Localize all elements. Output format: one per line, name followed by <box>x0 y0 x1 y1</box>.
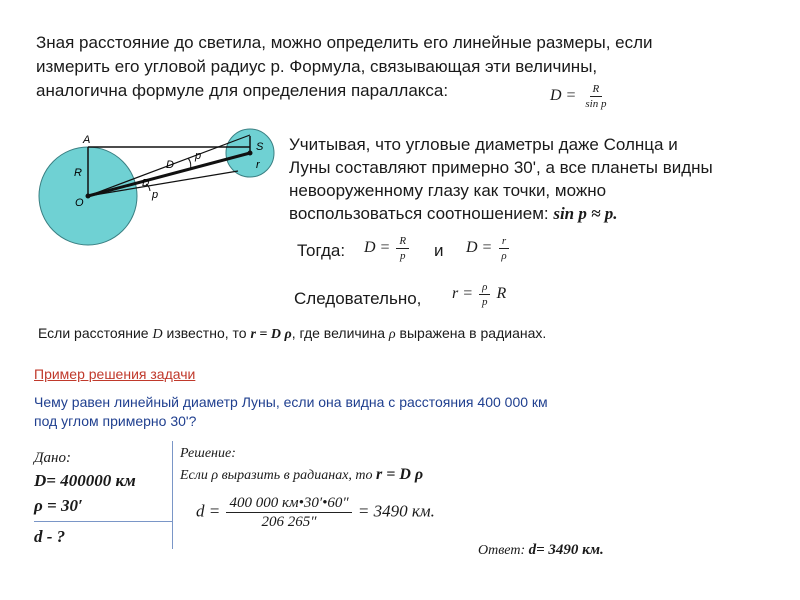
calc-result: = 3490 км. <box>357 501 435 521</box>
then-f2-num: r <box>499 234 509 249</box>
therefore-den: p <box>482 296 488 308</box>
solution-text-formula: r = D ρ <box>376 466 424 483</box>
explain-line-4-prefix: воспользоваться соотношением: <box>289 204 554 223</box>
solution-text <box>180 466 423 484</box>
example-question-line-2: под углом примерно 30'? <box>34 413 197 429</box>
point-S <box>248 151 253 156</box>
then-f1-den: p <box>399 250 406 262</box>
label-O: O <box>75 197 84 209</box>
given-D-value: D= 400000 км <box>34 471 136 490</box>
known-formula: r = D ρ <box>250 327 292 342</box>
answer-value: d= 3490 км. <box>528 542 604 558</box>
given-find: d - ? <box>34 527 66 546</box>
label-D-top: D <box>166 159 174 171</box>
calc-lhs: d = <box>196 501 221 521</box>
then-label: Тогда: <box>297 241 346 260</box>
parallax-diagram <box>38 126 280 248</box>
therefore-label: Следовательно, <box>294 289 422 308</box>
then-formula-2 <box>466 234 512 263</box>
then-f1-num: R <box>396 234 409 249</box>
example-title: Пример решения задачи <box>34 366 196 382</box>
formula-numerator: R <box>590 82 603 97</box>
known-D: D <box>152 327 163 342</box>
and-label: и <box>434 241 444 260</box>
label-p-top: p <box>195 150 202 162</box>
known-middle: известно, то <box>162 325 251 341</box>
intro-line-2: измерить его угловой радиус p. Формула, связывающая эти величины, <box>36 57 598 76</box>
therefore-formula <box>452 280 506 309</box>
label-p-bottom: p <box>152 189 159 201</box>
answer <box>478 542 604 559</box>
answer-prefix: Ответ: <box>478 543 529 558</box>
then-f2-lhs: D = <box>466 239 493 257</box>
solution-text-prefix: Если ρ выразить в радианах, то <box>180 468 377 483</box>
then-f2-den: ρ <box>501 250 507 262</box>
label-R: R <box>74 167 82 179</box>
sin-approx-formula: sin p ≈ p. <box>553 204 618 223</box>
explain-line-4 <box>289 203 617 224</box>
explain-line-1: Учитывая, что угловые диаметры даже Солнца и <box>289 135 678 154</box>
explain-line-2: Луны составляют примерно 30', а все планеты видны <box>289 158 713 177</box>
solution-calculation <box>196 494 435 531</box>
label-S: S <box>256 141 264 153</box>
given-label: Дано: <box>34 450 71 466</box>
given-solution-separator <box>172 441 173 549</box>
then-formula-1 <box>364 234 411 263</box>
calc-denominator: 206 265″ <box>261 514 317 530</box>
known-suffix: , где величина <box>291 325 389 341</box>
formula-lhs: D = <box>550 87 577 105</box>
known-prefix: Если расстояние <box>38 325 153 341</box>
therefore-rhs: R <box>496 285 507 303</box>
therefore-lhs: r = <box>452 285 474 303</box>
parallax-formula <box>550 82 611 111</box>
known-distance-line <box>38 324 546 344</box>
therefore-num: ρ <box>479 280 490 295</box>
point-O <box>86 194 91 199</box>
solution-label: Решение: <box>180 446 236 461</box>
formula-denominator: sin p <box>585 98 607 110</box>
given-rho-value: ρ = 30′ <box>34 496 83 515</box>
then-f1-lhs: D = <box>364 239 391 257</box>
intro-line-3: аналогична формуле для определения параллакса: <box>36 81 449 100</box>
calc-numerator: 400 000 км•30′•60″ <box>226 494 351 513</box>
intro-line-1: Зная расстояние до светила, можно определить его линейные размеры, если <box>36 33 653 52</box>
known-rho: ρ <box>388 327 396 342</box>
example-question-line-1: Чему равен линейный диаметр Луны, если она видна с расстояния 400 000 км <box>34 394 548 410</box>
given-divider <box>34 521 172 522</box>
label-A: A <box>83 134 91 146</box>
known-end: выражена в радианах. <box>395 325 547 341</box>
label-D-bottom: D <box>142 178 150 189</box>
explain-line-3: невооруженному глазу как точки, можно <box>289 181 607 200</box>
label-r: r <box>256 159 260 171</box>
